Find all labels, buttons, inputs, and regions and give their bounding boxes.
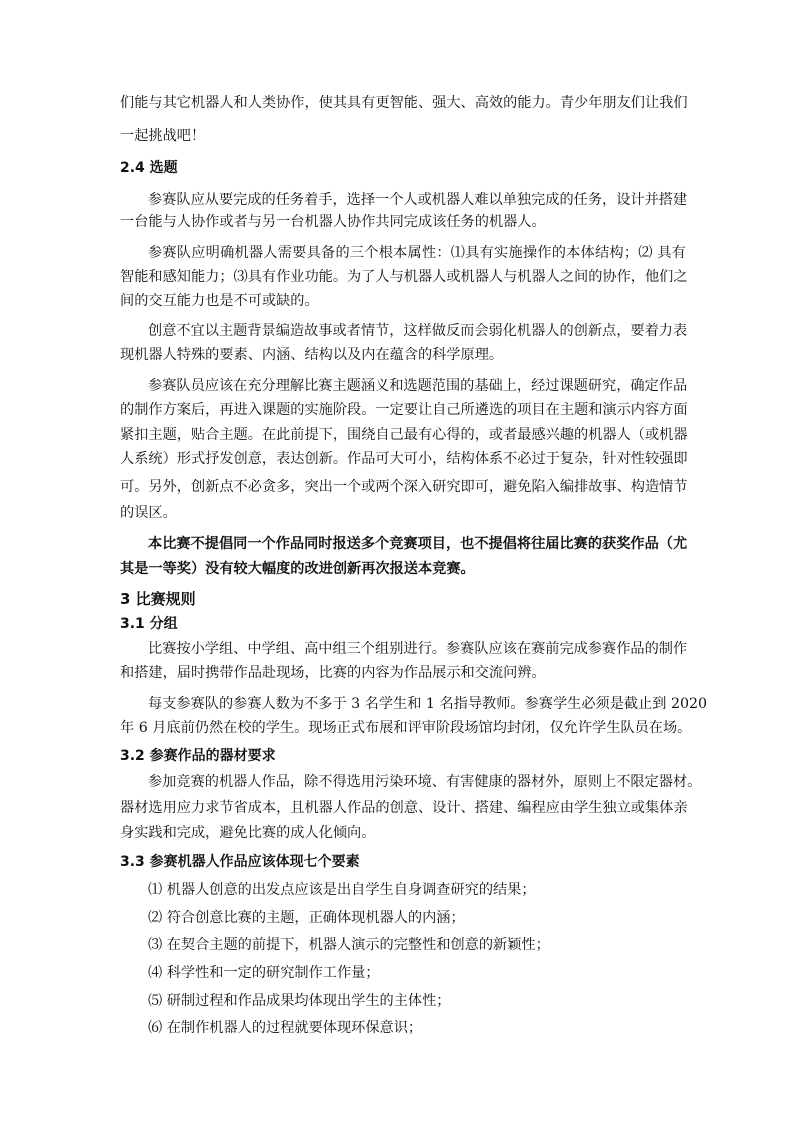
paragraph-line: 器材选用应力求节省成本，且机器人作品的创意、设计、搭建、编程应由学生独立或集体亲	[120, 800, 688, 816]
paragraph-line: 参赛队应明确机器人需要具备的三个根本属性：⑴具有实施操作的本体结构；⑵ 具有	[148, 245, 686, 261]
paragraph-line: 参加竞赛的机器人作品，除不得选用污染环境、有害健康的器材外，原则上不限定器材。	[148, 774, 702, 790]
paragraph-line-bold: 其是一等奖）没有较大幅度的改进创新再次报送本竞赛。	[120, 561, 475, 577]
section-heading-3: 3 比赛规则	[120, 590, 196, 608]
paragraph-line: 和搭建，届时携带作品赴现场，比赛的内容为作品展示和交流问辨。	[120, 665, 546, 681]
section-heading-3-3: 3.3 参赛机器人作品应该体现七个要素	[120, 854, 360, 870]
paragraph-line: 人系统）形式抒发创意，表达创新。作品可大可小，结构体系不必过于复杂，针对性较强即	[120, 451, 688, 467]
list-item: ⑶ 在契合主题的前提下，机器人演示的完整性和创意的新颖性；	[148, 937, 550, 953]
paragraph-line: 年 6 月底前仍然在校的学生。现场正式布展和评审阶段场馆均封闭，仅允许学生队员在场。	[120, 720, 692, 736]
paragraph-line: 可。另外，创新点不必贪多，突出一个或两个深入研究即可，避免陷入编排故事、构造情节	[120, 479, 688, 495]
paragraph-line: 参赛队应从要完成的任务着手，选择一个人或机器人难以单独完成的任务，设计并搭建	[148, 192, 688, 208]
section-heading-3-1: 3.1 分组	[120, 616, 178, 632]
section-heading-2-4: 2.4 选题	[120, 160, 178, 176]
paragraph-line: 一起挑战吧！	[120, 128, 206, 144]
list-item: ⑴ 机器人创意的出发点应该是出自学生自身调查研究的结果；	[148, 882, 536, 898]
paragraph-line: 的误区。	[120, 505, 177, 521]
list-item: ⑸ 研制过程和作品成果均体现出学生的主体性；	[148, 993, 451, 1009]
paragraph-line: 身实践和完成，避免比赛的成人化倾向。	[120, 825, 376, 841]
paragraph-line: 们能与其它机器人和人类协作，使其具有更智能、强大、高效的能力。青少年朋友们让我们	[120, 95, 688, 111]
paragraph-line: 的制作方案后，再进入课题的实施阶段。一定要让自己所遴选的项目在主题和演示内容方面	[120, 402, 688, 418]
paragraph-line: 现机器人特殊的要素、内涵、结构以及内在蕴含的科学原理。	[120, 347, 504, 363]
paragraph-line: 一台能与人协作或者与另一台机器人协作共同完成该任务的机器人。	[120, 214, 546, 230]
paragraph-line: 比赛按小学组、中学组、高中组三个组别进行。参赛队应该在赛前完成参赛作品的制作	[148, 641, 688, 657]
paragraph-line: 每支参赛队的参赛人数为不多于 3 名学生和 1 名指导教师。参赛学生必须是截止到 2020	[148, 696, 708, 712]
section-heading-3-2: 3.2 参赛作品的器材要求	[120, 748, 276, 764]
list-item: ⑷ 科学性和一定的研究制作工作量；	[148, 965, 380, 981]
paragraph-line-bold: 本比赛不提倡同一个作品同时报送多个竞赛项目，也不提倡将往届比赛的获奖作品（尤	[148, 536, 688, 552]
paragraph-line: 间的交互能力也是不可或缺的。	[120, 293, 319, 309]
paragraph-line: 创意不宜以主题背景编造故事或者情节，这样做反而会弱化机器人的创新点，要着力表	[148, 323, 688, 339]
paragraph-line: 紧扣主题，贴合主题。在此前提下，围绕自己最有心得的，或者最感兴趣的机器人（或机器	[120, 427, 688, 443]
list-item: ⑹ 在制作机器人的过程就要体现环保意识；	[148, 1020, 423, 1036]
paragraph-line: 参赛队员应该在充分理解比赛主题涵义和选题范围的基础上，经过课题研究，确定作品	[148, 378, 688, 394]
paragraph-line: 智能和感知能力；⑶具有作业功能。为了人与机器人或机器人与机器人之间的协作，他们之	[120, 269, 688, 285]
list-item: ⑵ 符合创意比赛的主题，正确体现机器人的内涵；	[148, 910, 465, 926]
